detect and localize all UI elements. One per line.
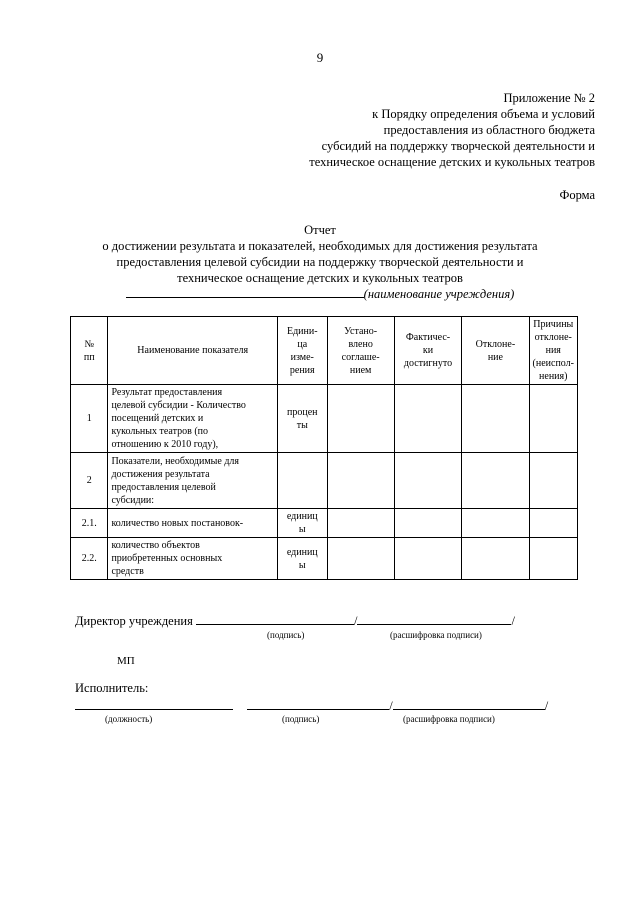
header-actual: Фактичес- ки достигнуто (394, 317, 462, 385)
executor-position-blank[interactable] (75, 697, 233, 710)
table-row (71, 453, 578, 509)
caption-decode: (расшифровка подписи) (390, 630, 482, 640)
executor-sign-blank[interactable] (247, 697, 389, 710)
row-set-cell[interactable] (327, 538, 394, 580)
table-row (71, 509, 578, 538)
slash: / (353, 614, 358, 628)
row-num: 2 (71, 453, 108, 509)
table-row (71, 385, 578, 453)
header-num: № пп (71, 317, 108, 385)
form-label: Форма (559, 188, 595, 202)
report-title: Отчет (304, 223, 336, 237)
caption-decode: (расшифровка подписи) (403, 714, 495, 724)
row-set-cell[interactable] (327, 453, 394, 509)
row-unit: процен ты (277, 385, 327, 453)
organization-blank (126, 286, 364, 298)
page-number: 9 (316, 50, 324, 65)
row-reasons-cell[interactable] (529, 538, 577, 580)
header-reasons: Причины отклоне- ния (неиспол- нения) (529, 317, 577, 385)
director-signature-row (75, 612, 595, 629)
row-deviation-cell[interactable] (462, 385, 529, 453)
stamp-place-label: МП (117, 655, 135, 667)
row-num: 2.1. (71, 509, 108, 538)
table-header-row (71, 317, 578, 385)
director-decode-blank[interactable] (357, 612, 475, 625)
row-deviation-cell[interactable] (462, 453, 529, 509)
row-reasons-cell[interactable] (529, 453, 577, 509)
header-name: Наименование показателя (108, 317, 278, 385)
slash: / (544, 699, 549, 713)
executor-decode-blank[interactable] (393, 697, 545, 710)
appendix-line: к Порядку определения объема и условий (372, 107, 595, 121)
appendix-line: техническое оснащение детских и кукольных театров (309, 155, 595, 169)
row-num: 1 (71, 385, 108, 453)
appendix-header (309, 90, 595, 170)
appendix-line: предоставления из областного бюджета (383, 123, 595, 137)
row-name: Показатели, необходимые для достижения результата предоставления целевой субсидии: (108, 453, 278, 509)
executor-label: Исполнитель: (75, 681, 149, 695)
row-actual-cell[interactable] (394, 538, 462, 580)
row-name: количество объектов приобретенных основных средств (108, 538, 278, 580)
row-num: 2.2. (71, 538, 108, 580)
header-unit: Едини- ца изме- рения (277, 317, 327, 385)
row-unit: единиц ы (277, 509, 327, 538)
report-subtitle: о достижении результата и показателей, необходимых для достижения результата (102, 239, 538, 253)
row-reasons-cell[interactable] (529, 509, 577, 538)
row-reasons-cell[interactable] (529, 385, 577, 453)
caption-sign: (подпись) (267, 630, 305, 640)
report-subtitle: предоставления целевой субсидии на поддержку творческой деятельности и (116, 255, 524, 269)
director-sign-blank[interactable] (196, 612, 354, 625)
table-row (71, 538, 578, 580)
row-name: Результат предоставления целевой субсидии - Количество посещений детских и кукольных театров (по отношению к 2010 году), (108, 385, 278, 453)
row-actual-cell[interactable] (394, 385, 462, 453)
director-label: Директор учреждения (75, 614, 193, 628)
row-actual-cell[interactable] (394, 453, 462, 509)
row-unit: единиц ы (277, 538, 327, 580)
executor-signature-row (75, 697, 595, 714)
director-decode-blank-2[interactable] (475, 612, 511, 625)
row-unit (277, 453, 327, 509)
row-name: количество новых постановок- (108, 509, 278, 538)
row-set-cell[interactable] (327, 509, 394, 538)
organization-line (126, 286, 515, 302)
header-set: Устано- влено соглаше- нием (327, 317, 394, 385)
caption-sign: (подпись) (282, 714, 320, 724)
row-deviation-cell[interactable] (462, 538, 529, 580)
row-set-cell[interactable] (327, 385, 394, 453)
appendix-line: субсидий на поддержку творческой деятельности и (321, 139, 595, 153)
appendix-line: Приложение № 2 (503, 91, 595, 105)
organization-placeholder: (наименование учреждения) (363, 287, 515, 301)
slash: / (511, 614, 515, 628)
row-actual-cell[interactable] (394, 509, 462, 538)
caption-position: (должность) (105, 714, 153, 724)
slash: / (389, 699, 393, 713)
row-deviation-cell[interactable] (462, 509, 529, 538)
header-deviation: Отклоне- ние (462, 317, 529, 385)
report-title-block (0, 222, 640, 302)
report-table (70, 316, 578, 580)
report-subtitle: техническое оснащение детских и кукольных театров (177, 271, 463, 285)
